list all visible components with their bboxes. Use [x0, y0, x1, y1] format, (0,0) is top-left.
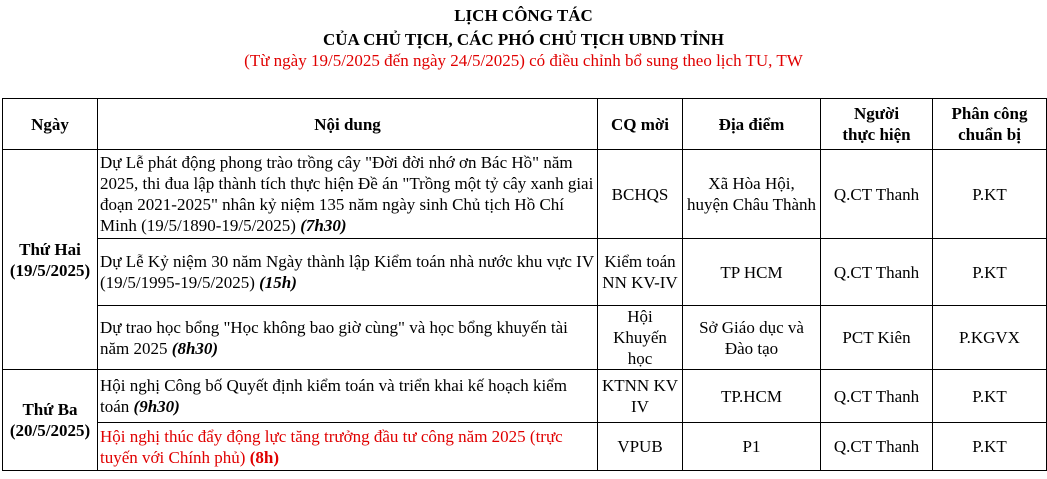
event-agency: BCHQS [598, 150, 683, 239]
event-performer: Q.CT Thanh [821, 150, 933, 239]
table-row [3, 150, 1047, 239]
event-location: Xã Hòa Hội, huyện Châu Thành [683, 150, 821, 239]
day-cell: Thứ Ba (20/5/2025) [3, 370, 98, 471]
col-header-location: Địa điểm [683, 99, 821, 150]
document-subtitle: CỦA CHỦ TỊCH, CÁC PHÓ CHỦ TỊCH UBND TỈNH [323, 30, 724, 49]
event-prep: P.KT [933, 423, 1047, 471]
event-prep: P.KT [933, 370, 1047, 423]
event-performer: Q.CT Thanh [821, 239, 933, 306]
event-content: Dự trao học bổng "Học không bao giờ cùng" và học bổng khuyến tài năm 2025 (8h30) [98, 306, 598, 370]
event-location: P1 [683, 423, 821, 471]
col-header-day: Ngày [3, 99, 98, 150]
event-performer: Q.CT Thanh [821, 370, 933, 423]
event-prep: P.KT [933, 150, 1047, 239]
event-prep: P.KGVX [933, 306, 1047, 370]
col-header-content: Nội dung [98, 99, 598, 150]
table-row [3, 423, 1047, 471]
event-content: Dự Lễ phát động phong trào trồng cây "Đời đời nhớ ơn Bác Hồ" năm 2025, thi đua lập thành tích thực hiện Đề án "Trồng một tỷ cây xanh giai đoạn 2021-2025" nhân kỷ niệm 135 năm ngày sinh Chủ tịch Hồ Chí Minh (19/5/1890-19/5/2025) (7h30) [98, 150, 598, 239]
event-content: Hội nghị thúc đẩy động lực tăng trưởng đầu tư công năm 2025 (trực tuyến với Chính phủ) (8h) [98, 423, 598, 471]
event-content: Dự Lễ Kỷ niệm 30 năm Ngày thành lập Kiểm toán nhà nước khu vực IV (19/5/1995-19/5/2025) (15h) [98, 239, 598, 306]
table-row [3, 306, 1047, 370]
table-row [3, 239, 1047, 306]
event-performer: PCT Kiên [821, 306, 933, 370]
col-header-agency: CQ mời [598, 99, 683, 150]
table-header-row [3, 99, 1047, 150]
event-agency: Hội Khuyến học [598, 306, 683, 370]
document-title: LỊCH CÔNG TÁC [454, 6, 593, 25]
event-performer: Q.CT Thanh [821, 423, 933, 471]
col-header-performer: Người thực hiện [821, 99, 933, 150]
event-prep: P.KT [933, 239, 1047, 306]
event-location: TP.HCM [683, 370, 821, 423]
event-agency: VPUB [598, 423, 683, 471]
day-cell: Thứ Hai (19/5/2025) [3, 150, 98, 370]
col-header-prep: Phân công chuẩn bị [933, 99, 1047, 150]
event-agency: KTNN KV IV [598, 370, 683, 423]
event-agency: Kiểm toán NN KV-IV [598, 239, 683, 306]
event-location: Sở Giáo dục và Đào tạo [683, 306, 821, 370]
event-location: TP HCM [683, 239, 821, 306]
table-row [3, 370, 1047, 423]
event-content: Hội nghị Công bố Quyết định kiểm toán và triển khai kế hoạch kiểm toán (9h30) [98, 370, 598, 423]
schedule-table [2, 98, 1047, 471]
date-range-note: (Từ ngày 19/5/2025 đến ngày 24/5/2025) có điều chỉnh bổ sung theo lịch TU, TW [244, 51, 803, 70]
